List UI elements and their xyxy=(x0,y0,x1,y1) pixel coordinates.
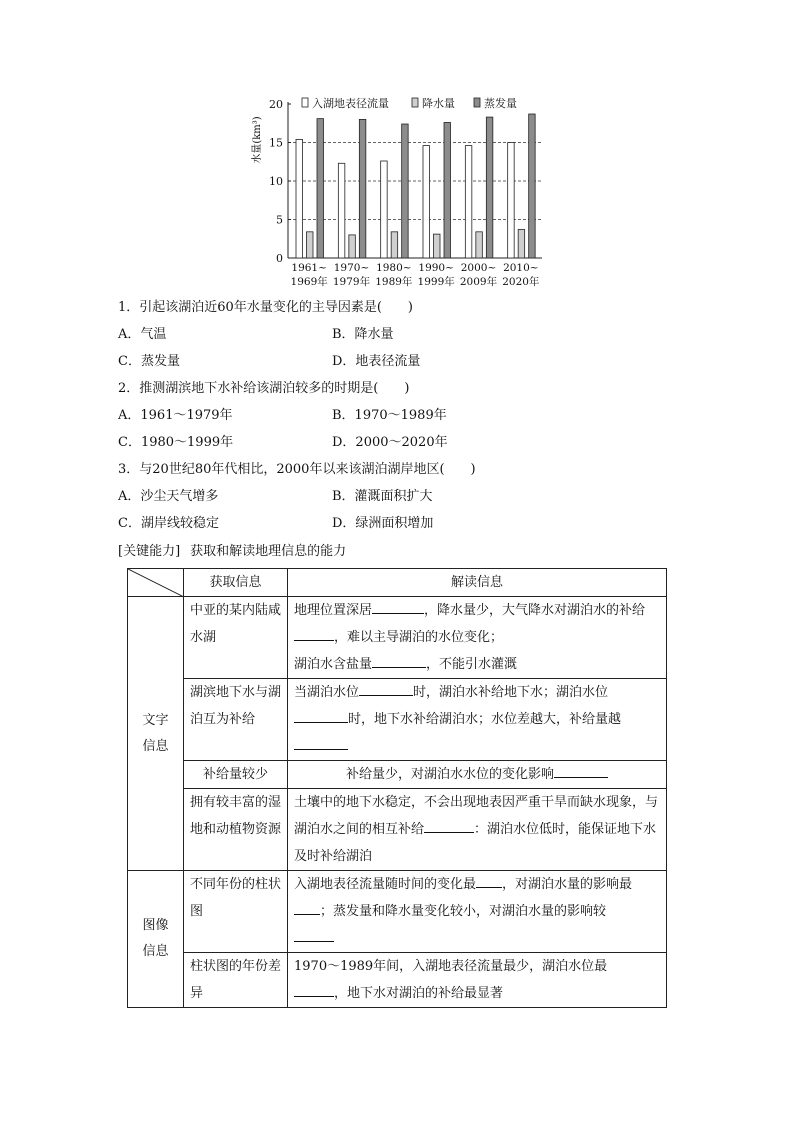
category-image-info: 图像信息 xyxy=(128,871,184,1008)
bar-1 xyxy=(381,161,388,258)
x-tick-label: 2000~ xyxy=(460,262,497,274)
legend-label: 降水量 xyxy=(422,97,455,110)
table-row xyxy=(128,953,667,1008)
bar-3 xyxy=(486,117,493,258)
option-a[interactable]: A．1961～1979年 xyxy=(118,408,233,423)
legend-label: 入湖地表径流量 xyxy=(312,97,389,110)
option-a[interactable]: A．气温 xyxy=(118,327,167,342)
key-ability-line xyxy=(118,543,356,561)
ability-tag: [关键能力] xyxy=(118,544,181,559)
option-d[interactable]: D．绿洲面积增加 xyxy=(332,516,434,531)
interpret-cell: 土壤中的地下水稳定，不会出现地表因严重干旱而缺水现象，与湖泊水之间的相互补给 ：湖泊水位低时，能保证地下水及时补给湖泊 xyxy=(288,789,667,871)
answer-blank[interactable] xyxy=(294,625,334,641)
bar-3 xyxy=(529,114,536,258)
answer-blank[interactable] xyxy=(294,707,348,723)
bar-2 xyxy=(349,235,356,258)
table-row xyxy=(128,789,667,871)
table-header-row xyxy=(128,569,667,597)
y-tick-label: 5 xyxy=(276,213,283,227)
option-b[interactable]: B．1970～1989年 xyxy=(332,408,447,423)
option-c[interactable]: C．湖岸线较稳定 xyxy=(118,516,219,531)
option-d[interactable]: D．地表径流量 xyxy=(332,354,421,369)
ability-text: 获取和解读地理信息的能力 xyxy=(190,544,347,559)
x-tick-label: 1999年 xyxy=(417,276,455,288)
x-tick-label: 1989年 xyxy=(375,276,413,288)
option-c[interactable]: C．蒸发量 xyxy=(118,354,180,369)
acquire-cell: 柱状图的年份差异 xyxy=(184,953,288,1008)
answer-blank[interactable] xyxy=(372,652,426,668)
legend-swatch xyxy=(412,98,418,107)
x-tick-label: 1980~ xyxy=(376,262,412,274)
bar-1 xyxy=(296,139,303,258)
table-row xyxy=(128,597,667,679)
question-stem: 3．与20世纪80年代相比，2000年以来该湖泊湖岸地区( ) xyxy=(118,462,476,477)
diagonal-line xyxy=(128,569,184,597)
bar-1 xyxy=(423,146,430,258)
water-volume-bar-chart xyxy=(250,92,550,290)
interpret-cell: 当湖泊水位 时，湖泊水补给地下水；湖泊水位 时，地下水补给湖泊水；水位差越大，补给量越 xyxy=(288,679,667,761)
answer-blank[interactable] xyxy=(372,598,424,614)
bar-1 xyxy=(465,146,472,258)
bar-3 xyxy=(402,124,409,258)
legend-swatch xyxy=(474,98,480,107)
x-tick-label: 2009年 xyxy=(459,276,498,288)
y-tick-label: 0 xyxy=(276,252,283,265)
answer-blank[interactable] xyxy=(294,899,320,915)
legend-swatch xyxy=(302,98,308,107)
x-tick-label: 2020年 xyxy=(502,276,540,288)
bar-3 xyxy=(444,122,451,258)
option-c[interactable]: C．1980～1999年 xyxy=(118,435,234,450)
legend-label: 蒸发量 xyxy=(484,97,517,110)
x-tick-label: 1969年 xyxy=(290,276,328,288)
answer-blank[interactable] xyxy=(424,817,474,833)
x-tick-label: 1979年 xyxy=(332,276,371,288)
table-row xyxy=(128,761,667,789)
acquire-cell: 补给量较少 xyxy=(184,761,288,789)
answer-blank[interactable] xyxy=(359,680,413,696)
info-table xyxy=(127,568,667,1008)
bar-3 xyxy=(359,119,366,258)
y-tick-label: 20 xyxy=(269,98,283,111)
table-row xyxy=(128,679,667,761)
bar-2 xyxy=(391,232,398,258)
answer-blank[interactable] xyxy=(554,762,608,778)
question-stem: 2．推测湖滨地下水补给该湖泊较多的时期是( ) xyxy=(118,381,410,396)
bar-2 xyxy=(434,234,441,258)
answer-blank[interactable] xyxy=(294,734,348,750)
y-axis-label: 水量(km³) xyxy=(252,116,263,164)
option-a[interactable]: A．沙尘天气增多 xyxy=(118,489,219,504)
option-b[interactable]: B．降水量 xyxy=(332,327,394,342)
bar-1 xyxy=(508,143,514,259)
bar-2 xyxy=(518,230,525,258)
answer-blank[interactable] xyxy=(294,981,334,997)
interpret-cell: 补给量少，对湖泊水水位的变化影响 xyxy=(288,761,667,789)
acquire-cell: 不同年份的柱状图 xyxy=(184,871,288,953)
interpret-cell: 1970～1989年间，入湖地表径流量最少，湖泊水位最 ，地下水对湖泊的补给最显著 xyxy=(288,953,667,1008)
table-row xyxy=(128,871,667,953)
x-tick-label: 1961~ xyxy=(291,262,327,274)
acquire-cell: 湖滨地下水与湖泊互为补给 xyxy=(184,679,288,761)
question-stem: 1．引起该湖泊近60年水量变化的主导因素是( ) xyxy=(118,300,413,315)
y-tick-label: 10 xyxy=(269,175,283,188)
x-tick-label: 2010~ xyxy=(503,262,539,274)
x-tick-label: 1970~ xyxy=(333,262,370,274)
diagonal-header-cell xyxy=(128,569,184,597)
chart-canvas xyxy=(250,92,550,290)
acquire-cell: 拥有较丰富的湿地和动植物资源 xyxy=(184,789,288,871)
answer-blank[interactable] xyxy=(476,872,502,888)
x-tick-label: 1990~ xyxy=(418,262,454,274)
acquire-cell: 中亚的某内陆咸水湖 xyxy=(184,597,288,679)
interpret-cell: 入湖地表径流量随时间的变化最 ，对湖泊水量的影响最 ；蒸发量和降水量变化较小，对湖泊水量的影响较 xyxy=(288,871,667,953)
header-acquire: 获取信息 xyxy=(184,569,288,597)
header-interpret: 解读信息 xyxy=(288,569,667,597)
bar-2 xyxy=(307,232,314,258)
option-b[interactable]: B．灌溉面积扩大 xyxy=(332,489,433,504)
y-tick-label: 15 xyxy=(269,136,283,150)
category-text-info: 文字信息 xyxy=(128,597,184,871)
answer-blank[interactable] xyxy=(294,926,334,942)
bar-2 xyxy=(476,232,483,258)
option-d[interactable]: D．2000～2020年 xyxy=(332,435,448,450)
bar-1 xyxy=(338,163,345,258)
bar-3 xyxy=(317,119,324,258)
interpret-cell: 地理位置深居 ，降水量少，大气降水对湖泊水的补给，难以主导湖泊的水位变化； 湖泊水含盐量 ，不能引水灌溉 xyxy=(288,597,667,679)
